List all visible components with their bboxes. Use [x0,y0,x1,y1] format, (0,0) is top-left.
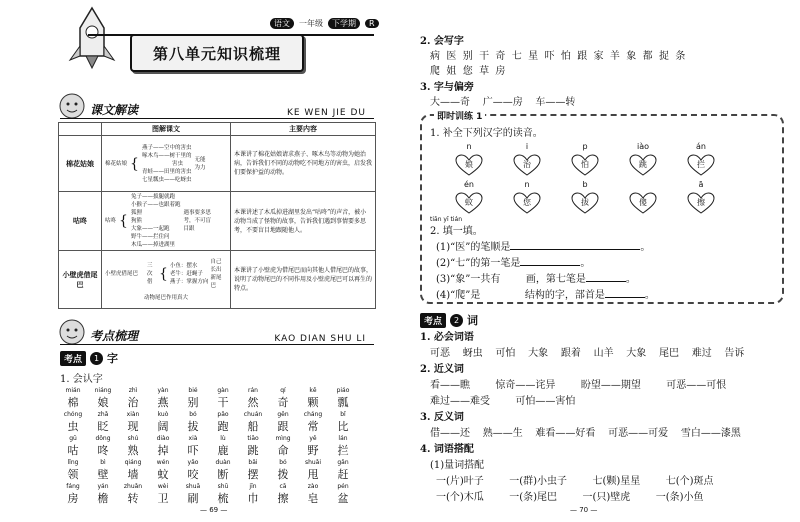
char-cell [238,434,268,458]
char-hanzi: 甩 [307,468,319,481]
char-cell [298,410,328,434]
char-cell [238,458,268,482]
char-hanzi: 别 [187,396,199,409]
char-hanzi: 熟 [127,444,139,457]
char-hanzi: 吓 [187,444,199,457]
diagram-bottom: 动物尾巴作用真大 [143,294,188,301]
heart-icon [571,154,599,176]
char-hanzi: 跳 [247,444,259,457]
fanyi-line: 借——还 熟——生 难看——好看 可恶——可爱 雪白——漆黑 [430,428,741,439]
jinyi-line1: 看——瞧 惊奇——诧异 盼望——期望 可恶——可恨 [430,380,727,391]
diagram-line: 七星瓢虫——吃蚜虫 [141,176,192,183]
char-cell [88,386,118,410]
diagram-lines [170,262,209,286]
diagram-line: 燕子——空中的害虫 [141,144,192,151]
heart-icon [687,192,715,214]
heart-item [556,180,614,214]
heart-item [556,142,614,176]
heart-item [440,180,498,214]
badge-box: 考点 [60,351,86,366]
diagram-side: 自己长出新尾巴 [210,258,222,289]
diagram-line: 青蛙——田里的害虫 [141,168,192,175]
heart-icon [629,192,657,214]
char-hanzi: 房 [67,492,79,505]
char-pinyin: gǎn [337,459,349,466]
char-cell [208,482,238,506]
row-diagram: 棉花姑娘 { 燕子——空中的害虫 啄木鸟——树干里的 害虫 青蛙——田里的害虫 七星瓢虫——吃蚜虫 无能为力 [102,136,231,192]
badge-box: 考点 [420,313,446,328]
diagram-line: 兔子——拔腿就跑 [130,194,175,200]
char-cell [148,386,178,410]
char-hanzi: 蚊 [157,468,169,481]
char-pinyin: yǎo [187,459,199,466]
char-pinyin: wén [156,459,170,466]
char-pinyin: diào [156,435,170,442]
char-hanzi: 领 [67,468,79,481]
grade-tag: 一年级 [299,19,323,28]
char-pinyin: lǐng [67,459,79,466]
heart-row-1 [440,142,730,176]
heart-icon [571,192,599,214]
char-hanzi: 咚 [97,444,109,457]
char-cell [178,434,208,458]
char-hanzi: 跟 [277,420,289,433]
heading-dapei: 4. 词语搭配 [420,444,474,455]
heart-icon [513,192,541,214]
char-cell [118,410,148,434]
char-pinyin: yě [309,435,317,442]
heart-item [498,142,556,176]
char-pinyin: gū [69,435,77,442]
write-chars-line1: 病 医 别 干 奇 七 星 吓 怕 跟 家 羊 象 都 捉 条 [430,51,686,62]
diagram-side: 无能为力 [194,156,206,171]
heart-item [498,180,556,214]
pinyin-tianyitian: tiān yī tián [430,216,463,223]
fill-text: (3)“象”一共有 画，第七笔是 [436,274,586,285]
char-cell [118,386,148,410]
char-cell [118,458,148,482]
char-hanzi: 拦 [337,444,349,457]
char-cell [238,386,268,410]
section-bar-kaodian [60,328,374,345]
jinyi-line2: 难过——难受 可怕——害怕 [430,396,576,407]
row-content: 本课讲了小壁虎为借尾巴而向其他人借尾巴的故事，说明了动物尾巴的不同作用及小壁虎尾巴可以再生的特点。 [231,251,376,309]
char-pinyin: yán [97,483,109,490]
kaodian-badge-1 [60,350,118,366]
heart-item [440,142,498,176]
page-number-right: — 70 — [570,506,598,514]
char-pinyin: gēn [277,411,289,418]
char-pinyin: cā [279,483,287,490]
char-cell [208,434,238,458]
char-hanzi: 治 [127,396,139,409]
char-cell [328,458,358,482]
sub-heading-huiren: 1. 会认字 [60,374,103,385]
char-cell [88,434,118,458]
char-pinyin: xiàn [126,411,140,418]
diagram-lines [131,193,181,249]
char-pinyin: shú [127,435,139,442]
heart-item [672,142,730,176]
diagram-line: 狗熊 [130,218,142,224]
diagram-line: 害虫 [171,160,183,167]
char-hanzi: 现 [127,420,139,433]
char-pinyin: jīn [249,483,257,490]
diagram-line: 大象——一起跑 [130,226,170,232]
char-pinyin: rán [248,387,258,394]
char-cell [148,482,178,506]
char-pinyin: cháng [303,411,323,418]
char-pinyin: chuán [243,411,263,418]
char-hanzi: 比 [337,420,349,433]
section-title-kaodian: 考点梳理 [90,329,139,343]
heart-char: 您 [523,197,531,207]
subject-tag: 语文 [270,18,294,29]
heading-bihui: 1. 必会词语 [420,332,474,343]
char-hanzi: 命 [277,444,289,457]
char-hanzi: 阔 [157,420,169,433]
char-pinyin: bó [189,411,197,418]
char-hanzi: 拨 [277,468,289,481]
char-hanzi: 干 [217,396,229,409]
char-cell [208,458,238,482]
heart-pinyin[interactable]: p [582,142,588,151]
char-hanzi: 卫 [157,492,169,505]
char-cell [118,434,148,458]
section-pinyin-kaodian: KAO DIAN SHU LI [274,334,366,344]
char-hanzi: 燕 [157,396,169,409]
char-pinyin: piáo [336,387,350,394]
char-hanzi: 皂 [307,492,319,505]
char-pinyin: wèi [157,483,169,490]
heart-pinyin[interactable]: ā [698,180,704,189]
char-pinyin: bié [188,387,198,394]
char-hanzi: 拔 [187,420,199,433]
badge-label: 字 [107,352,119,365]
heading-fanyi: 3. 反义词 [420,412,464,423]
fill-item: (2)“七”的第一笔是 。 [436,258,591,269]
diagram-line: 小猴子——也跟着跑 [130,202,181,208]
char-cell [268,434,298,458]
table-row [59,136,376,192]
badge-label: 词 [467,314,479,327]
char-pinyin: shuā [185,483,201,490]
char-pinyin: pén [337,483,349,490]
char-cell [328,386,358,410]
diagram-line: 老牛：赶蝇子 [169,270,203,277]
diagram-center: 棉花姑娘 [105,160,128,167]
heart-row-2 [440,180,730,214]
fill-text: (1)“医”的笔顺是 [436,242,511,253]
char-cell [238,482,268,506]
heart-icon [687,154,715,176]
row-name: 小壁虎借尾巴 [59,251,102,309]
dapei-line2: 一(个)木瓜 一(条)尾巴 一(只)壁虎 一(条)小鱼 [436,492,704,503]
char-cell [58,434,88,458]
char-hanzi: 赶 [337,468,349,481]
char-cell [58,410,88,434]
heart-pinyin[interactable]: án [696,142,706,151]
char-pinyin: mìng [275,435,291,442]
char-cell [268,410,298,434]
table-row [59,251,376,309]
table-header-diagram: 图解课文 [102,123,231,136]
heart-char: 擦 [697,197,705,207]
write-chars-line2: 爬 姐 您 草 房 [430,66,506,77]
bihui-words: 可恶 蚜虫 可怕 大象 跟着 山羊 大象 尾巴 难过 告诉 [430,348,745,359]
char-cell [298,434,328,458]
char-pinyin: zhuǎn [123,483,143,490]
char-hanzi: 然 [247,396,259,409]
char-pinyin: yàn [157,387,169,394]
section-bar-kewen [60,102,374,119]
char-pinyin: duàn [215,459,231,466]
diagram-lines [142,144,192,184]
char-pinyin: shū [217,483,229,490]
char-grid [58,386,358,506]
char-cell [328,434,358,458]
section-pinyin-kewen: KE WEN JIE DU [286,108,366,118]
char-cell [298,482,328,506]
char-cell [178,410,208,434]
char-cell [328,410,358,434]
diagram-line: 狐狸 [130,210,142,216]
heart-pinyin[interactable]: i [525,142,529,151]
char-pinyin: qí [280,387,286,394]
char-hanzi: 梳 [217,492,229,505]
char-pinyin: pǎo [217,411,229,418]
heading-radicals: 3. 字与偏旁 [420,82,474,93]
diagram-line: 野牛——拦住问 [130,234,170,240]
row-diagram: 小壁虎借尾巴 三次借 { 小鱼：摆水 老牛：赶蝇子 燕子：掌握方向 自己长出新尾巴 动物尾巴作用真大 [102,251,231,309]
char-cell [298,386,328,410]
rocket-illustration [62,6,122,70]
char-hanzi: 常 [307,420,319,433]
char-hanzi: 眨 [97,420,109,433]
table-corner [59,123,102,136]
answer-blank[interactable] [605,297,645,298]
char-hanzi: 奇 [277,396,289,409]
char-hanzi: 檐 [97,492,109,505]
heart-pinyin[interactable]: n [524,180,530,189]
char-hanzi: 跑 [217,420,229,433]
char-pinyin: gàn [217,387,229,394]
char-hanzi: 咬 [187,468,199,481]
char-cell [88,458,118,482]
char-hanzi: 墙 [127,468,139,481]
unit-title: 第八单元知识梳理 [152,44,281,63]
char-cell [178,386,208,410]
fill-item: (1)“医”的笔顺是 。 [436,242,651,253]
char-pinyin: qiáng [124,459,142,466]
training-q1: 1. 补全下列汉字的读音。 [430,128,543,139]
char-pinyin: mián [65,387,81,394]
char-cell [178,458,208,482]
heart-item [614,142,672,176]
char-cell [118,482,148,506]
char-cell [298,458,328,482]
char-cell [148,434,178,458]
heart-pinyin[interactable]: én [464,180,474,189]
heart-icon [629,154,657,176]
char-pinyin: kē [309,387,317,394]
dapei-line1: 一(片)叶子 一(群)小虫子 七(颗)星星 七(个)斑点 [436,476,714,487]
char-cell [58,458,88,482]
diagram-line: 燕子：掌握方向 [169,278,209,285]
char-hanzi: 刷 [187,492,199,505]
char-cell [268,386,298,410]
heart-char: 傻 [639,197,647,207]
char-cell [148,458,178,482]
badge-num: 2 [450,314,463,327]
heart-char: 怕 [581,159,589,169]
char-cell [178,482,208,506]
dapei-sub: (1)量词搭配 [430,460,485,471]
char-pinyin: tiāo [247,435,259,442]
fill-text: (4)“爬”是 结构的字，部首是 [436,290,605,301]
char-cell [268,482,298,506]
training-title: 即时训练 1 [434,109,485,122]
fill-item: (3)“象”一共有 画，第七笔是 。 [436,274,636,285]
heart-pinyin[interactable]: n [466,142,472,151]
char-hanzi: 转 [127,492,139,505]
unit-title-banner [130,34,304,72]
char-hanzi: 虫 [67,420,79,433]
diagram-line: 木瓜——掉进湖里 [130,242,175,248]
char-hanzi: 船 [247,420,259,433]
char-cell [58,386,88,410]
lesson-table [58,122,376,309]
heart-pinyin[interactable]: b [582,180,588,189]
char-hanzi: 盆 [337,492,349,505]
char-hanzi: 颗 [307,396,319,409]
kaodian-badge-2 [420,312,478,328]
heart-icon [455,192,483,214]
char-pinyin: zhì [128,387,138,394]
char-hanzi: 鹿 [217,444,229,457]
row-name: 咕咚 [59,192,102,251]
heart-char: 娘 [465,159,473,169]
diagram-center: 小壁虎借尾巴 [105,270,139,277]
row-name: 棉花姑娘 [59,136,102,192]
training-q2: 2. 填一填。 [430,226,483,237]
answer-blank[interactable] [510,249,640,250]
diagram-center: 咕咚 [105,218,117,224]
char-pinyin: bǎi [248,459,258,466]
char-cell [88,482,118,506]
heart-char: 拦 [697,159,705,169]
heading-jinyi: 2. 近义词 [420,364,464,375]
header-info [270,18,379,29]
char-pinyin: bǐ [340,411,346,418]
char-cell [328,482,358,506]
char-cell [148,410,178,434]
heart-item [614,180,672,214]
heading-huixie: 2. 会写字 [420,36,464,47]
char-hanzi: 巾 [247,492,259,505]
char-pinyin: bó [279,459,287,466]
heart-item [672,180,730,214]
heart-char: 治 [523,159,531,169]
char-cell [268,458,298,482]
fill-text: (2)“七”的第一笔是 [436,258,521,269]
char-hanzi: 野 [307,444,319,457]
heart-char: 蚊 [465,197,473,207]
char-pinyin: kuò [157,411,169,418]
heart-icon [455,154,483,176]
diagram-mid: 三次借 [147,262,153,285]
term-tag: 下学期 [328,18,360,29]
char-hanzi: 咕 [67,444,79,457]
char-pinyin: dōng [95,435,111,442]
table-row [59,192,376,251]
char-pinyin: zào [307,483,319,490]
char-pinyin: fáng [66,483,80,490]
right-page [400,0,800,522]
page-number-left: — 69 — [200,506,228,514]
char-pinyin: shuǎi [304,459,322,466]
char-pinyin: zhǎ [97,411,109,418]
char-hanzi: 壁 [97,468,109,481]
diagram-line: 小鱼：摆水 [169,262,198,269]
row-content: 本课讲了棉花姑娘请求燕子、啄木鸟等动物为她治病，告诉我们不同的动物吃不同地方的害虫，启发我们要保护益的动物。 [231,136,376,192]
radicals-line: 大——奇 广——房 车——转 [430,97,576,108]
char-hanzi: 擦 [277,492,289,505]
char-cell [208,410,238,434]
heart-char: 拔 [581,197,589,207]
char-hanzi: 摆 [247,468,259,481]
answer-blank[interactable] [520,265,580,266]
fill-item: (4)“爬”是 结构的字，部首是 。 [436,290,655,301]
char-pinyin: xià [188,435,198,442]
heart-pinyin[interactable]: iào [636,142,650,151]
answer-blank[interactable] [586,281,626,282]
char-pinyin: niáng [94,387,112,394]
char-cell [58,482,88,506]
badge-num: 1 [90,352,103,365]
heart-char: 跳 [639,159,647,169]
char-pinyin: lán [338,435,348,442]
diagram-side: 遇事要多思考，不可盲目跟 [183,210,211,232]
char-hanzi: 棉 [67,396,79,409]
char-hanzi: 掉 [157,444,169,457]
heart-icon [513,154,541,176]
char-hanzi: 断 [217,468,229,481]
char-pinyin: chóng [63,411,83,418]
char-pinyin: lù [220,435,226,442]
row-content: 本课讲述了木瓜掉进湖里发出“咕咚”的声音，被小动物当成了怪物的故事，告诉我们遇到事情要多思考，不要盲目地跟随他人。 [231,192,376,251]
char-hanzi: 娘 [97,396,109,409]
char-pinyin: bì [100,459,106,466]
table-header-content: 主要内容 [231,123,376,136]
char-cell [238,410,268,434]
char-cell [208,386,238,410]
row-diagram: 咕咚 { 兔子——拔腿就跑 小猴子——也跟着跑 狐狸 狗熊 大象——一起跑 野牛——拦住问 木瓜——掉进湖里 遇事要多思考，不可盲目跟 [102,192,231,251]
char-cell [88,410,118,434]
char-hanzi: 瓢 [337,396,349,409]
diagram-line: 啄木鸟——树干里的 [141,152,192,159]
section-title-kewen: 课文解读 [90,103,139,117]
edition-tag: R [365,19,379,28]
